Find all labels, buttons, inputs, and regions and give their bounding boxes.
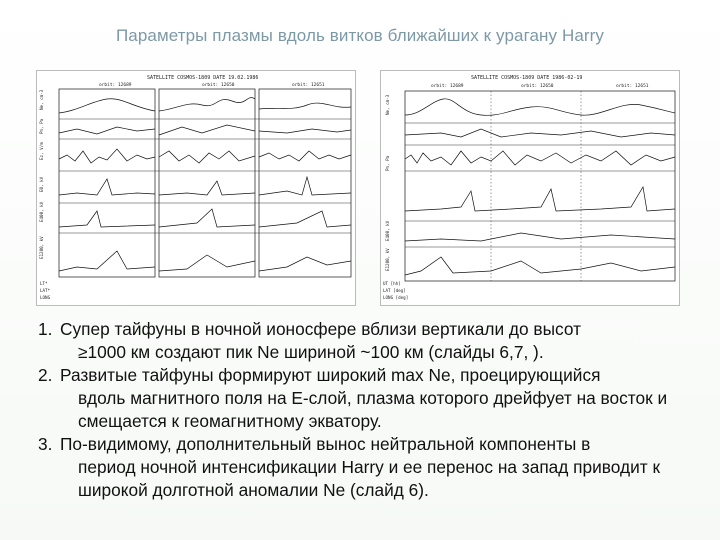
figure-right-orbit-1: orbit: 12689: [431, 84, 464, 89]
figure-left-subframe-1: [59, 89, 155, 277]
figure-left-axis-label-6: E1200, kV: [39, 236, 44, 259]
figure-left-footer-lat: LAT*: [40, 288, 51, 293]
figure-left-trace-e400-2: [159, 209, 255, 227]
figure-left-axis-label-5: E400, kV: [39, 201, 44, 222]
figure-right-axis-label-3: E400, kV: [385, 220, 390, 241]
figure-left-trace-ne-1: [59, 99, 155, 113]
figure-right: [380, 70, 680, 306]
figure-left-axis-label-3: Ez, V/m: [39, 142, 44, 160]
figure-left-trace-e400-3: [259, 211, 351, 227]
figure-left: [36, 70, 356, 306]
figure-left-trace-e0-1: [59, 179, 155, 195]
figure-right-trace-e1200-2: [405, 257, 675, 275]
figure-left-trace-ez-1: [59, 149, 155, 163]
slide-title: Параметры плазмы вдоль витков ближайших к урагану Harry: [115, 26, 605, 45]
finding-item-1: [38, 318, 698, 364]
finding-first-line-2: Развитые тайфуны формируют широкий max Ne, проецирующийся: [60, 365, 601, 385]
figure-right-frame: [405, 91, 675, 281]
figure-right-footer-lat: LAT [deg]: [383, 288, 406, 293]
figure-left-orbit-3: orbit: 12651: [292, 83, 325, 88]
finding-first-line-3: По-видимому, дополнительный вынос нейтральной компоненты в: [60, 434, 591, 454]
finding-rest-1: ≥1000 км создают пик Ne шириной ~100 км (слайды 6,7, ).: [78, 342, 544, 362]
figure-left-trace-ez-2: [159, 151, 255, 163]
figure-right-header: SATELLITE COSMOS-1809 DATE 1986-02-19: [471, 75, 583, 81]
figure-left-header: SATELLITE COSMOS-1809 DATE 19.02.1986: [147, 75, 259, 81]
figure-left-trace-pn-2: [159, 125, 255, 135]
figure-left-trace-e0-3: [259, 177, 351, 195]
figure-left-trace-e400-1: [59, 211, 155, 227]
figure-left-trace-pn-3: [259, 129, 351, 133]
figure-left-trace-e1200-1: [59, 251, 155, 271]
figure-left-orbit-1: orbit: 12689: [99, 83, 132, 88]
figure-right-plot: [381, 71, 679, 305]
figure-right-trace-e400: [405, 187, 675, 211]
figure-right-trace-ne: [405, 99, 675, 115]
finding-rest-3: период ночной интенсификации Harry и ее перенос на запад приводит к широкой долготной аномалии Ne (слайд 6).: [78, 457, 661, 500]
figure-left-axis-label-4: E0, kV: [39, 176, 44, 192]
figure-right-axis-label-4: E1200, kV: [385, 248, 390, 271]
figure-left-trace-ne-2: [159, 97, 255, 111]
figure-left-footer-long: LONG: [40, 295, 51, 300]
findings-list: [38, 318, 698, 502]
figure-left-orbit-2: orbit: 12650: [202, 83, 235, 88]
finding-number-2: 2.: [38, 365, 53, 385]
finding-item-3: [38, 433, 698, 502]
figure-right-axis-label-2: Pn, Pa: [385, 155, 390, 171]
finding-first-line-1: Супер тайфуны в ночной ионосфере вблизи вертикали до высот: [60, 319, 581, 339]
figure-right-footer-long: LONG [deg]: [383, 295, 409, 300]
figure-left-footer-lt: LT*: [40, 281, 48, 286]
figure-left-trace-e1200-3: [259, 257, 351, 271]
figure-right-trace-e1200-1: [405, 233, 675, 241]
figure-left-trace-ez-3: [259, 151, 351, 161]
figure-left-trace-e0-2: [159, 181, 255, 195]
figure-left-subframe-2: [159, 89, 255, 277]
figure-left-trace-ne-3: [259, 103, 351, 109]
figure-left-axis-label-2: Pn, Pa: [39, 118, 44, 134]
figure-left-plot: [37, 71, 355, 305]
figure-right-footer-ut: UT [hh]: [383, 281, 401, 286]
figure-right-trace-pn-2: [405, 151, 675, 165]
finding-number-1: 1.: [38, 319, 53, 339]
figure-left-trace-e1200-2: [159, 255, 255, 271]
finding-number-3: 3.: [38, 434, 53, 454]
finding-item-2: [38, 364, 698, 433]
figure-left-axis-label-1: Ne, cm-3: [39, 89, 44, 110]
figure-right-trace-pn-1: [405, 129, 675, 137]
figure-right-axis-label-1: Ne, cm-3: [385, 94, 390, 115]
figure-right-orbit-3: orbit: 12651: [616, 84, 649, 89]
figure-left-trace-pn-1: [59, 127, 155, 134]
figure-right-orbit-2: orbit: 12650: [521, 84, 554, 89]
finding-rest-2: вдоль магнитного поля на E-слой, плазма которого дрейфует на восток и смещается к геомагнитному экватору.: [78, 388, 668, 431]
